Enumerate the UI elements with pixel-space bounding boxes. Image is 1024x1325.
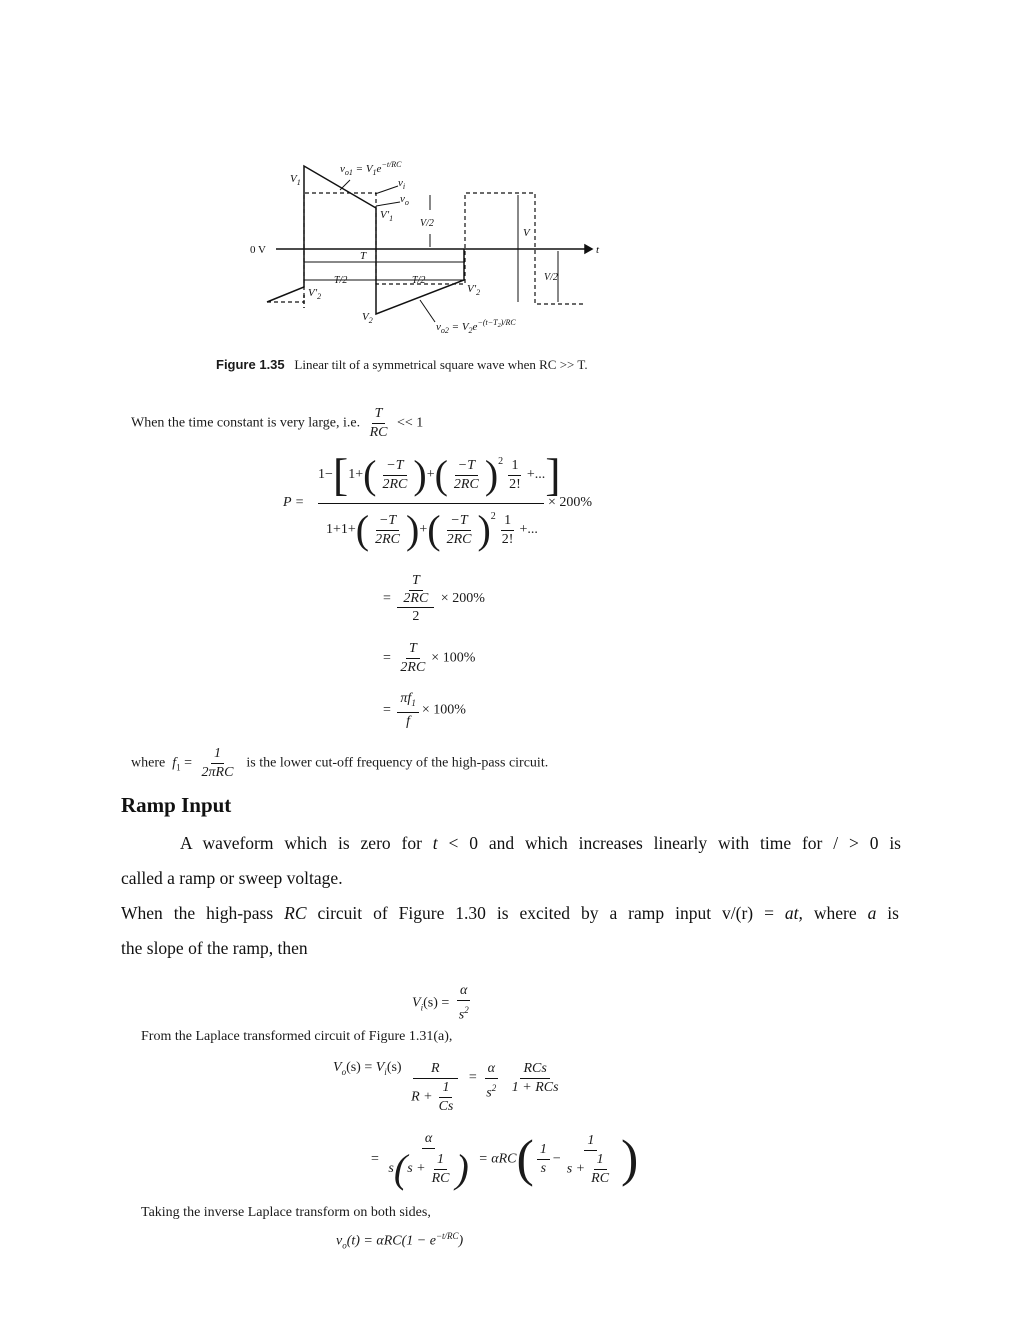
- ramp-para2-rc: RC: [284, 903, 307, 923]
- pf-b-inner-den: RC: [591, 1170, 610, 1186]
- half-v-top-label: V/2: [420, 218, 434, 229]
- pf-den-inner-num: 1: [434, 1151, 447, 1170]
- pf-sign: =: [371, 1151, 379, 1167]
- p-numerator: [318, 449, 561, 500]
- much-less-than-text: << 1: [397, 415, 424, 431]
- step-eq-2-frac: [397, 640, 428, 677]
- pf-paren-close: ): [621, 1130, 639, 1188]
- step-eq-1-inner-frac: [400, 572, 431, 607]
- vo-s-vi-sub: i: [384, 1066, 387, 1077]
- vo-s-vi: V: [375, 1060, 385, 1075]
- ramp-para1-line2: called a ramp or sweep voltage.: [121, 868, 343, 888]
- vo-s-a-den-sup: 2: [491, 1083, 497, 1093]
- vo-s-cs-fraction: [436, 1079, 457, 1116]
- vi-s-lhs-arg: (s) =: [423, 995, 450, 1011]
- time-axis-arrowhead: [585, 245, 592, 253]
- ramp-para1-b: < 0 and which increases linearly with time for / > 0 is: [437, 833, 901, 853]
- vo-s-equation: [333, 1060, 565, 1116]
- step-eq-1-inner-den: 2RC: [403, 591, 429, 606]
- cutoff-fraction: [199, 745, 237, 782]
- v2-label: $V_2$: [362, 311, 373, 325]
- ramp-para2-line1: [121, 896, 899, 931]
- vi-leader: [375, 186, 398, 194]
- pf-den-inner-den: RC: [431, 1170, 450, 1186]
- p-den-frac-2-num: −T: [447, 512, 470, 531]
- step-eq-1: [383, 572, 485, 626]
- pf-b-fraction: [564, 1132, 618, 1188]
- step-eq-3-frac: [397, 690, 418, 731]
- pf-paren-open: (: [516, 1130, 534, 1188]
- p-num-dots: +...: [526, 467, 546, 483]
- p-num-plus: +: [426, 467, 435, 483]
- vo-s-a-den: [483, 1079, 499, 1103]
- pf-b-inner-frac: [588, 1151, 612, 1188]
- vo-s-rcs-den: 1 + RCs: [511, 1080, 559, 1095]
- step-eq-3-sign: =: [383, 702, 391, 718]
- p-num-square: 2: [498, 456, 504, 468]
- figure-caption-number: Figure 1.35: [216, 357, 285, 372]
- t-axis-label: t: [596, 244, 600, 256]
- figure-caption: [216, 357, 588, 373]
- v1-prime-label: $V'_1$: [380, 209, 394, 223]
- p-den-frac-2-den: 2RC: [446, 531, 472, 547]
- vi-s-lhs: V: [412, 995, 421, 1011]
- p-num-frac-2: [451, 457, 482, 494]
- pf-a-fraction: [537, 1141, 550, 1178]
- step-eq-3-num-sub: 1: [411, 697, 416, 708]
- t-period-label: T: [360, 250, 367, 262]
- where-f-sub: 1: [176, 762, 181, 773]
- p-num-paren-open-1: (: [363, 452, 377, 497]
- step-eq-1-sign: =: [383, 591, 391, 607]
- section-heading: Ramp Input: [121, 793, 232, 817]
- vo2-label: $v_{o2} = V_2e^{-(t-T}2)/RC$: [436, 318, 516, 335]
- p-den-paren-open-2: (: [427, 507, 441, 552]
- step-eq-3-tail: × 100%: [421, 702, 466, 718]
- step-eq-1-outer-num: [397, 572, 434, 608]
- vi-s-fraction: [456, 982, 472, 1025]
- ramp-para2-b: circuit of Figure 1.30 is excited by a ramp input v/(r) =: [306, 903, 785, 923]
- pf-den: [385, 1146, 471, 1191]
- ramp-para2-c: where: [802, 903, 868, 923]
- vo-s-lhs: V: [333, 1060, 342, 1075]
- vo-s-lhs-arg: (s) =: [346, 1060, 373, 1075]
- vo1-label: $v_{o1} = V_1e^{-t/RC}$: [340, 160, 402, 177]
- vo1-leader: [340, 180, 350, 190]
- pf-a-den: s: [540, 1161, 547, 1176]
- vi-label: $v_i$: [398, 177, 406, 191]
- ramp-para1-line1: [121, 826, 901, 861]
- t-over-rc-den: RC: [369, 425, 388, 440]
- partial-fraction-equation: [371, 1130, 638, 1189]
- p-num-paren-close-1: ): [413, 452, 427, 497]
- step-eq-1-inner-num: T: [409, 572, 423, 591]
- step-eq-2-num: T: [406, 640, 420, 659]
- pf-den-paren-open: (: [393, 1146, 408, 1191]
- vo-s-a-fraction: [483, 1060, 499, 1103]
- pf-alpha-rc: = αRC: [478, 1151, 517, 1167]
- step-eq-2-den: 2RC: [400, 660, 426, 675]
- vi-s-den-s: s: [458, 1007, 465, 1023]
- zero-v-label: 0 V: [250, 244, 266, 256]
- step-eq-3: [383, 690, 466, 731]
- vo-s-rcs-num: RCs: [520, 1060, 549, 1079]
- t-over-rc-fraction: [367, 405, 391, 442]
- t-over-rc-num: T: [372, 405, 386, 424]
- p-den-dots: +...: [519, 522, 538, 538]
- laplace-lead-text: From the Laplace transformed circuit of Figure 1.31(a),: [141, 1029, 453, 1044]
- p-den-frac-2: [444, 512, 475, 549]
- cutoff-description: is the lower cut-off frequency of the high-pass circuit.: [246, 755, 549, 771]
- vo-t-lhs-sub: o: [342, 1240, 347, 1251]
- vo-label: $v_o$: [400, 193, 409, 207]
- pf-main-fraction: [385, 1130, 471, 1189]
- vi-s-den-sup: 2: [464, 1005, 469, 1015]
- pf-b-num: 1: [584, 1132, 597, 1151]
- vo-s-a-num: α: [485, 1060, 498, 1079]
- half-v-bottom-label: V/2: [544, 272, 558, 283]
- step-eq-1-outer-frac: [397, 572, 434, 626]
- inverse-lead-text: Taking the inverse Laplace transform on both sides,: [141, 1205, 431, 1220]
- vi-s-equation: [412, 982, 475, 1025]
- p-num-frac-2-num: −T: [455, 457, 478, 476]
- p-den-frac-1-num: −T: [376, 512, 399, 531]
- p-num-fact-num: 1: [508, 457, 521, 476]
- p-num-frac-1-den: 2RC: [382, 476, 408, 492]
- vi-s-den: [456, 1001, 472, 1025]
- step-eq-3-num: [397, 690, 418, 713]
- pf-den-s: s: [388, 1161, 394, 1177]
- v2-prime-right-label: $V'_2$: [467, 283, 481, 297]
- pf-minus: −: [552, 1151, 561, 1167]
- ramp-paragraph-2: [121, 896, 899, 966]
- p-den-fact-num: 1: [501, 512, 514, 531]
- vo-s-r-den: [408, 1079, 462, 1116]
- vo-s-vi-arg: (s): [386, 1060, 402, 1075]
- vo-s-r-den-lead: R +: [411, 1089, 433, 1105]
- ramp-para2-line2: the slope of the ramp, then: [121, 938, 308, 958]
- vo-s-r-num: R: [413, 1060, 458, 1079]
- p-num-frac-2-den: 2RC: [453, 476, 479, 492]
- vo-t-equation: [336, 1231, 463, 1250]
- p-den-frac-1-den: 2RC: [375, 531, 401, 547]
- time-constant-line: [131, 405, 423, 442]
- t-half-right-label: T/2: [412, 275, 426, 286]
- p-num-fact-den: 2!: [509, 476, 521, 492]
- step-eq-3-den: f: [406, 713, 411, 729]
- p-den-paren-open-1: (: [355, 507, 370, 552]
- pf-den-paren-close: ): [455, 1146, 469, 1191]
- vo-s-equals-2: =: [468, 1070, 477, 1085]
- pf-b-den: [564, 1151, 618, 1188]
- p-num-open-bracket: [: [332, 449, 349, 500]
- p-num-lead: 1−: [318, 467, 333, 483]
- p-num-fact-frac: [506, 457, 524, 494]
- pf-num: α: [422, 1130, 435, 1149]
- time-constant-text: When the time constant is very large, i.e.: [131, 415, 361, 431]
- p-den-fact-frac: [499, 512, 517, 549]
- p-den-paren-close-1: ): [406, 507, 420, 552]
- vo-t-exponent: −t/RC: [435, 1231, 459, 1241]
- vo-s-cs-num: 1: [439, 1079, 452, 1098]
- where-f: f: [172, 755, 177, 771]
- ramp-para2-at: at,: [784, 903, 803, 923]
- step-eq-2: [383, 640, 475, 677]
- ramp-para2-d: is: [876, 903, 899, 923]
- figure-caption-text: Linear tilt of a symmetrical square wave when RC >> T.: [294, 357, 588, 372]
- step-eq-2-tail: × 100%: [431, 650, 476, 666]
- v-full-label: V: [523, 227, 530, 239]
- vo-s-r-fraction: [408, 1060, 462, 1116]
- ramp-para1-t: t: [432, 833, 438, 853]
- p-den-square: 2: [490, 511, 496, 523]
- pf-b-inner-num: 1: [594, 1151, 607, 1170]
- step-eq-2-sign: =: [383, 650, 391, 666]
- p-den-lead: 1+1+: [326, 522, 356, 538]
- step-eq-3-num-text: πf: [400, 691, 412, 706]
- p-denominator: [326, 507, 538, 552]
- t-half-left-label: T/2: [334, 275, 348, 286]
- p-num-frac-1-num: −T: [383, 457, 406, 476]
- p-den-plus: +: [419, 522, 428, 538]
- where-text: where: [131, 755, 166, 771]
- vo2-leader: [420, 300, 435, 322]
- ramp-para1-a: A waveform which is zero for: [180, 833, 433, 853]
- vo-t-close: ): [458, 1233, 464, 1249]
- step-eq-1-den: 2: [412, 609, 420, 624]
- vi-s-num: α: [457, 982, 470, 1001]
- vo-s-a-den-s: s: [486, 1085, 492, 1101]
- square-wave-tilt-figure: [240, 150, 610, 345]
- pf-b-den-lead: s +: [566, 1161, 586, 1177]
- pf-den-lead: s +: [407, 1161, 426, 1177]
- step-eq-1-tail: × 200%: [440, 591, 485, 607]
- v2-prime-left-label: $V'_2$: [308, 287, 322, 301]
- p-den-paren-close-2: ): [477, 507, 491, 552]
- where-line: [131, 745, 548, 782]
- p-num-close-bracket: ]: [545, 449, 561, 500]
- output-waveform: [267, 166, 464, 314]
- where-equals: =: [184, 755, 192, 771]
- p-fraction-bar: [318, 503, 544, 504]
- vo-s-rcs-fraction: [509, 1060, 562, 1097]
- cutoff-den: 2πRC: [201, 765, 234, 780]
- ramp-paragraph-1: [121, 826, 901, 896]
- vo-s-lhs-sub: o: [341, 1066, 347, 1077]
- vo-t-lhs: v: [336, 1233, 343, 1249]
- ramp-para2-a: When the high-pass: [121, 903, 285, 923]
- p-num-paren-open-2: (: [434, 452, 448, 497]
- vo-leader: [376, 202, 400, 206]
- vi-s-lhs-sub: i: [420, 1002, 424, 1013]
- vo-s-cs-den: Cs: [438, 1099, 454, 1114]
- pf-den-inner-frac: [429, 1151, 453, 1188]
- p-den-frac-1: [372, 512, 403, 549]
- p-num-frac-1: [379, 457, 410, 494]
- v1-label: $V_1$: [290, 173, 301, 187]
- cutoff-num: 1: [211, 745, 224, 764]
- vo-t-rhs: (t) = αRC(1 − e: [346, 1233, 436, 1249]
- p-num-term-one: 1+: [348, 467, 364, 483]
- pf-a-num: 1: [537, 1141, 550, 1160]
- p-num-paren-close-2: ): [484, 452, 499, 497]
- p-times-200: × 200%: [548, 495, 593, 510]
- p-den-fact-den: 2!: [501, 531, 514, 547]
- ramp-para2-a-var: a: [867, 903, 877, 923]
- p-label: P =: [283, 495, 305, 510]
